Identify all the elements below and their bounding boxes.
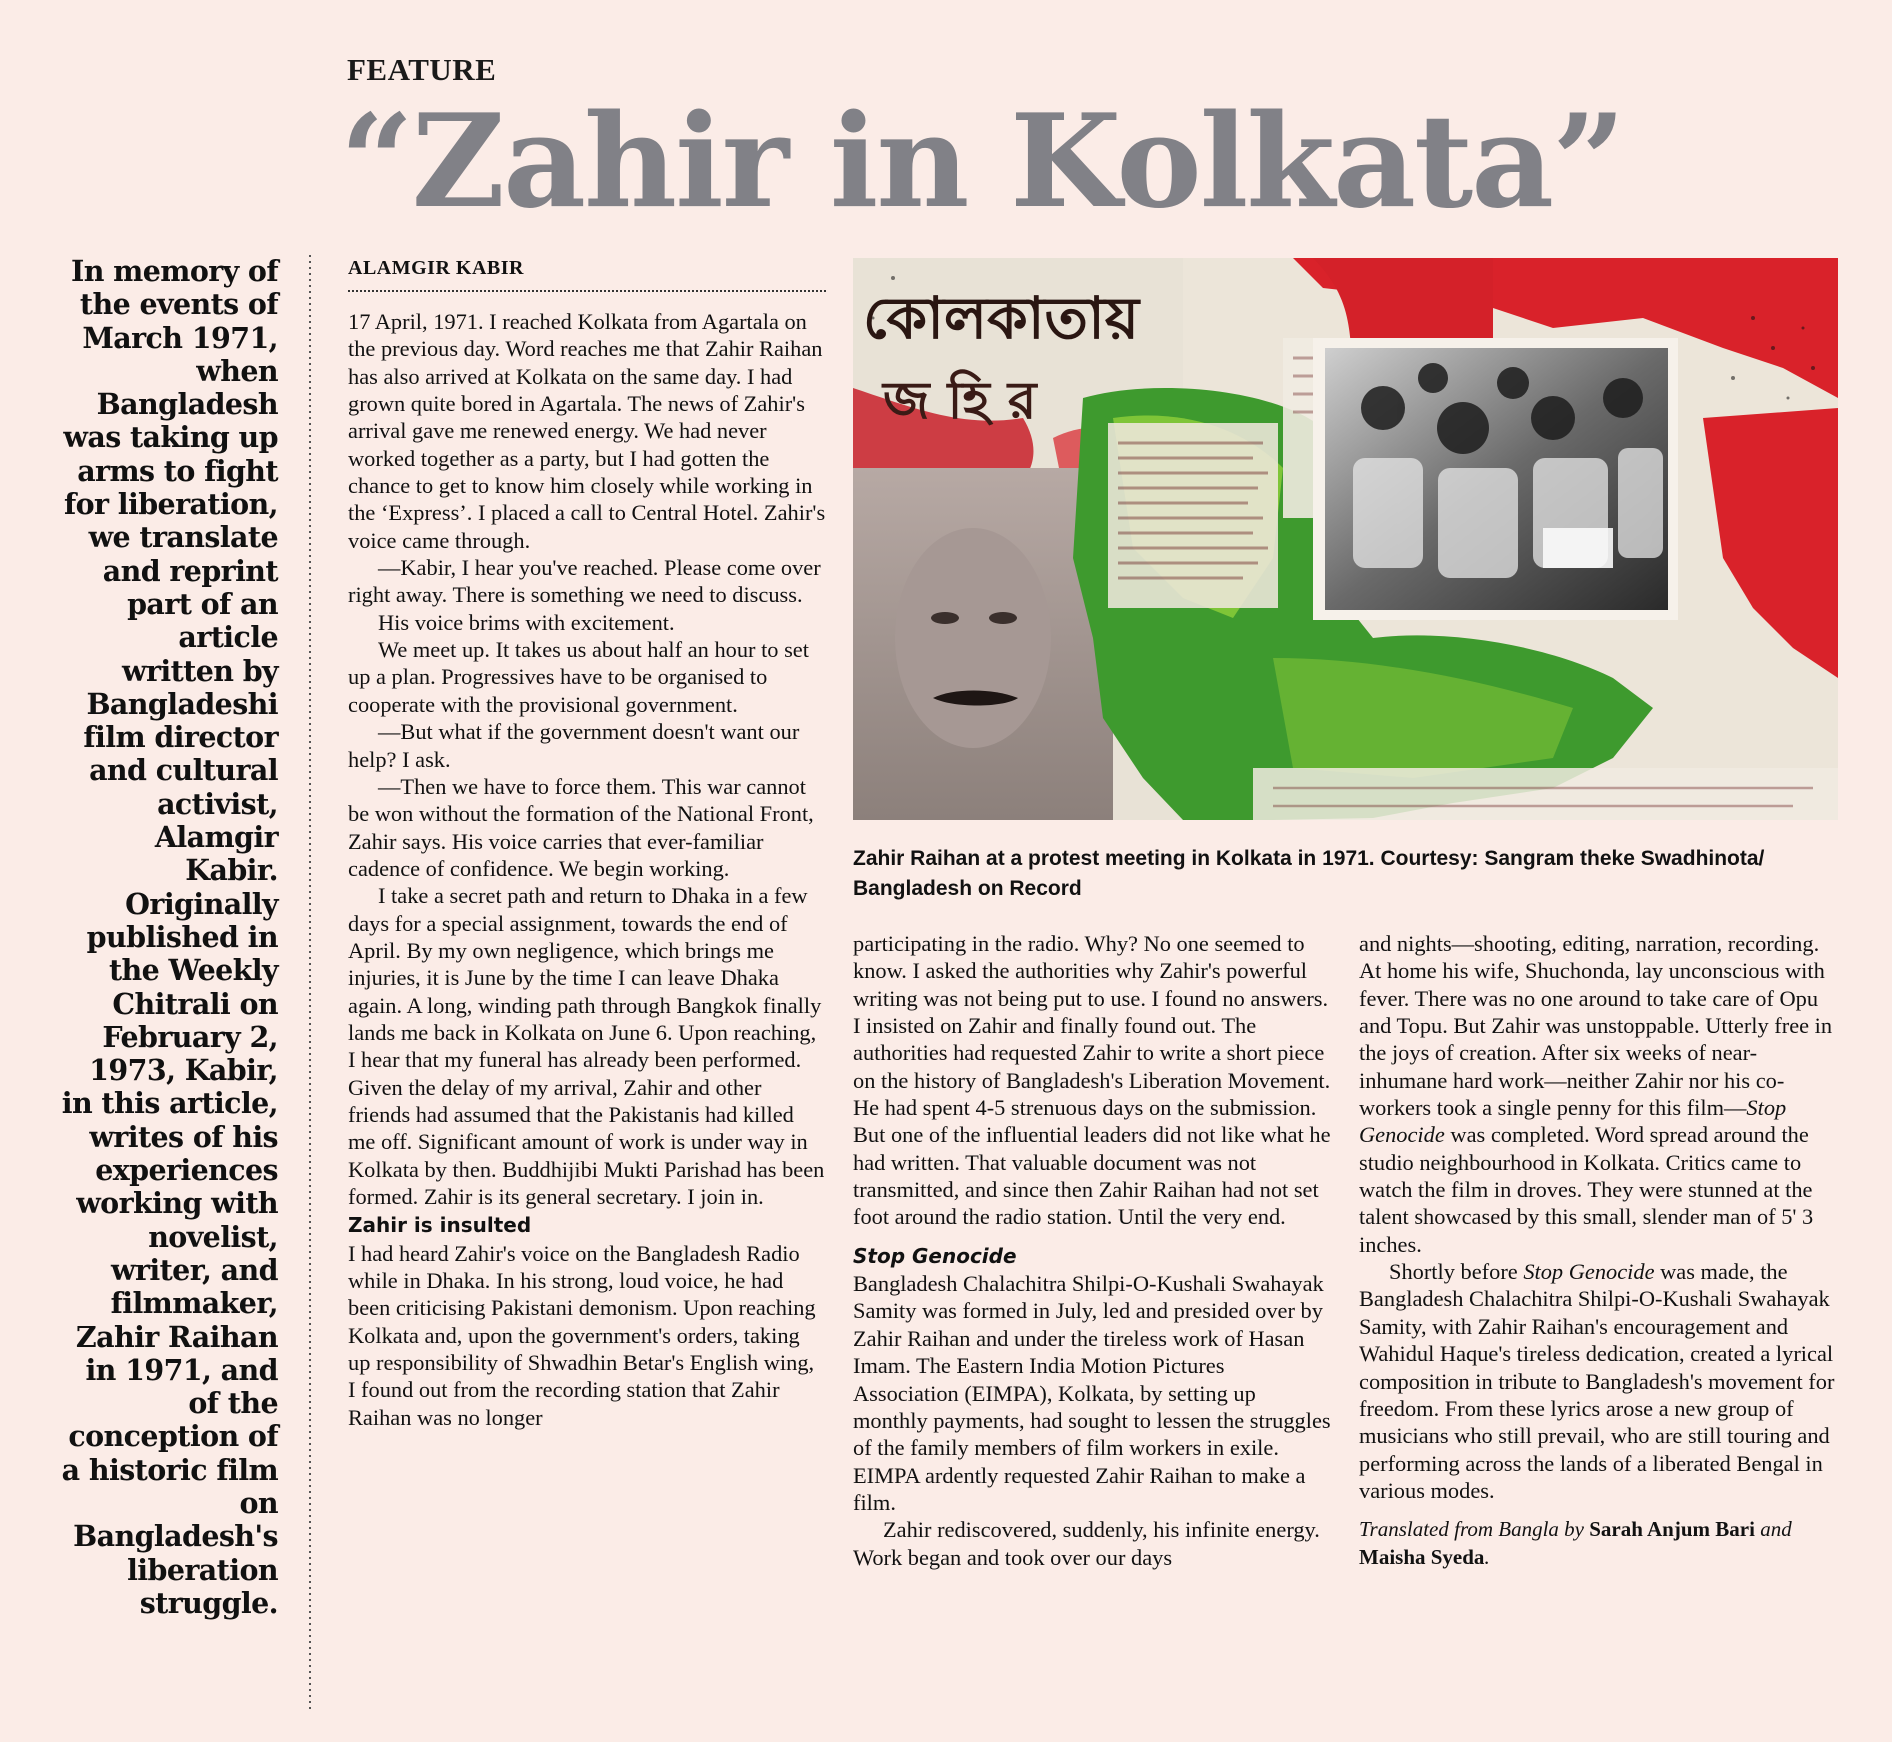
paragraph: I take a secret path and return to Dhaka in a few days for a special assignment, towards the end of April. By my own negligence, which brings me injuries, it is June by the time I can leave Dhaka again. A long, winding path through Bangkok finally lands me back in Kolkata on June 6. Upon reaching, I hear that my funeral has already been performed. Given the delay of my arrival, Zahir and other friends had assumed that the Pakistanis had killed me off. Significant amount of work is under way in Kolkata by then. Buddhijibi Mukti Parishad has been formed. Zahir is its general secretary. I join in. — [348, 883, 825, 1209]
film-title: Stop Genocide — [1523, 1259, 1655, 1285]
section-label: FEATURE — [347, 52, 497, 87]
film-title: Stop Genocide — [1359, 1095, 1787, 1148]
paragraph: His voice brims with excitement. — [378, 609, 675, 635]
paragraph: I had heard Zahir's voice on the Bangladesh Radio while in Dhaka. In his strong, loud voice, he had been criticising Pakistani demonism. Upon reaching Kolkata and, upon the government's orders, taking up responsibility of Shwadhin Betar's English wing, I found out from the recording station that Zahir Raihan was no longer — [348, 1240, 816, 1430]
headline: “Zahir in Kolkata” — [340, 87, 1624, 237]
credit-text: Translated from Bangla by — [1359, 1517, 1590, 1542]
paragraph: Bangladesh Chalachitra Shilpi-O-Kushali Swahayak Samity was formed in July, led and presided over by Zahir Raihan and under the tireless work of Hasan Imam. The Eastern India Motion Pictures Association (EIMPA), Kolkata, by setting up monthly payments, had sought to lessen the struggles of the family members of film workers in exile. EIMPA ardently requested Zahir Raihan to make a film. — [853, 1271, 1331, 1515]
credit-text: and — [1754, 1517, 1792, 1542]
paragraph — [1359, 1258, 1837, 1504]
bangla-headline-2: জ হি র — [883, 371, 1037, 431]
text-run: was completed. Word spread around the studio neighbourhood in Kolkata. Critics came to watch the film in droves. They were stunned at the talent showcased by this small, slender man of 5' 3 inches. — [1359, 1122, 1814, 1257]
paragraph: —But what if the government doesn't want our help? I ask. — [348, 719, 800, 772]
paragraph: Zahir rediscovered, suddenly, his infinite energy. Work began and took over our days — [853, 1517, 1320, 1570]
bangla-headline-1: কোলকাতায় — [863, 284, 1140, 352]
paragraph: participating in the radio. Why? No one seemed to know. I asked the authorities why Zahir's powerful writing was not being put to use. I found no answers. I insisted on Zahir and finally found out. The authorities had requested Zahir to write a short piece on the history of Bangladesh's Liberation Movement. He had spent 4-5 strenuous days on the submission. But one of the influential leaders did not like what he had written. That valuable document was not transmitted, and since then Zahir Raihan had not set foot around the radio station. Until the very end. — [853, 931, 1331, 1230]
translator-name: Maisha Syeda — [1359, 1544, 1485, 1569]
collage-image — [853, 258, 1838, 820]
subheading: Stop Genocide — [853, 1243, 1017, 1268]
paragraph: 17 April, 1971. I reached Kolkata from Agartala on the previous day. Word reaches me that Zahir Raihan has also arrived at Kolkata on the same day. I had grown quite bored in Agartala. The news of Zahir's arrival gave me renewed energy. We had never worked together as a party, but I had gotten the chance to get to know him closely while working in the ‘Express’. I placed a call to Central Hotel. Zahir's voice came through. — [348, 309, 826, 553]
translation-credit — [1359, 1516, 1837, 1571]
paragraph: We meet up. It takes us about half an hour to set up a plan. Progressives have to be organised to cooperate with the provisional government. — [348, 637, 809, 717]
byline: ALAMGIR KABIR — [348, 257, 524, 279]
photo-caption: Zahir Raihan at a protest meeting in Kolkata in 1971. Courtesy: Sangram theke Swadhinota/ Bangladesh on Record — [853, 847, 1765, 900]
byline-rule — [348, 290, 826, 292]
text-run: and nights—shooting, editing, narration, recording. At home his wife, Shuchonda, lay unconscious with fever. There was no one around to take care of Opu and Topu. But Zahir was unstoppable. Utterly free in the joys of creation. After six weeks of near-inhumane hard work—neither Zahir nor his co-workers took a single penny for this film— — [1359, 931, 1833, 1121]
credit-text: . — [1484, 1544, 1490, 1569]
subheading: Zahir is insulted — [348, 1213, 532, 1238]
paragraph: —Then we have to force them. This war cannot be won without the formation of the National Front, Zahir says. His voice carries that ever-familiar cadence of confidence. We begin working. — [348, 773, 814, 881]
intro-deck: In memory of the events of March 1971, when Bangladesh was taking up arms to fight for liberation, we translate and reprint part of an article written by Bangladeshi film director and cultural activist, Alamgir Kabir. Originally published in the Weekly Chitrali on February 2, 1973, Kabir, in this article, writes of his experiences working with novelist, writer, and filmmaker, Zahir Raihan in 1971, and of the conception of a historic film on Bangladesh's liberation struggle. — [61, 254, 278, 1620]
article-column-2 — [853, 930, 1331, 1571]
text-run: was made, the Bangladesh Chalachitra Shilpi-O-Kushali Swahayak Samity, with Zahir Raihan's encouragement and Wahidul Haque's tireless dedication, created a lyrical composition in tribute to Bangladesh's movement for freedom. From these lyrics arose a new group of musicians who still prevail, who are still touring and performing across the lands of a liberated Bengal in various modes. — [1359, 1259, 1835, 1503]
article-column-3 — [1359, 930, 1837, 1571]
column-divider — [309, 255, 311, 1710]
paragraph — [1359, 930, 1837, 1258]
paragraph: —Kabir, I hear you've reached. Please come over right away. There is something we need to discuss. — [348, 555, 821, 608]
article-column-1 — [348, 308, 826, 1431]
text-run: Shortly before — [1389, 1259, 1524, 1285]
translator-name: Sarah Anjum Bari — [1589, 1517, 1755, 1542]
feature-photo-collage — [853, 258, 1838, 820]
